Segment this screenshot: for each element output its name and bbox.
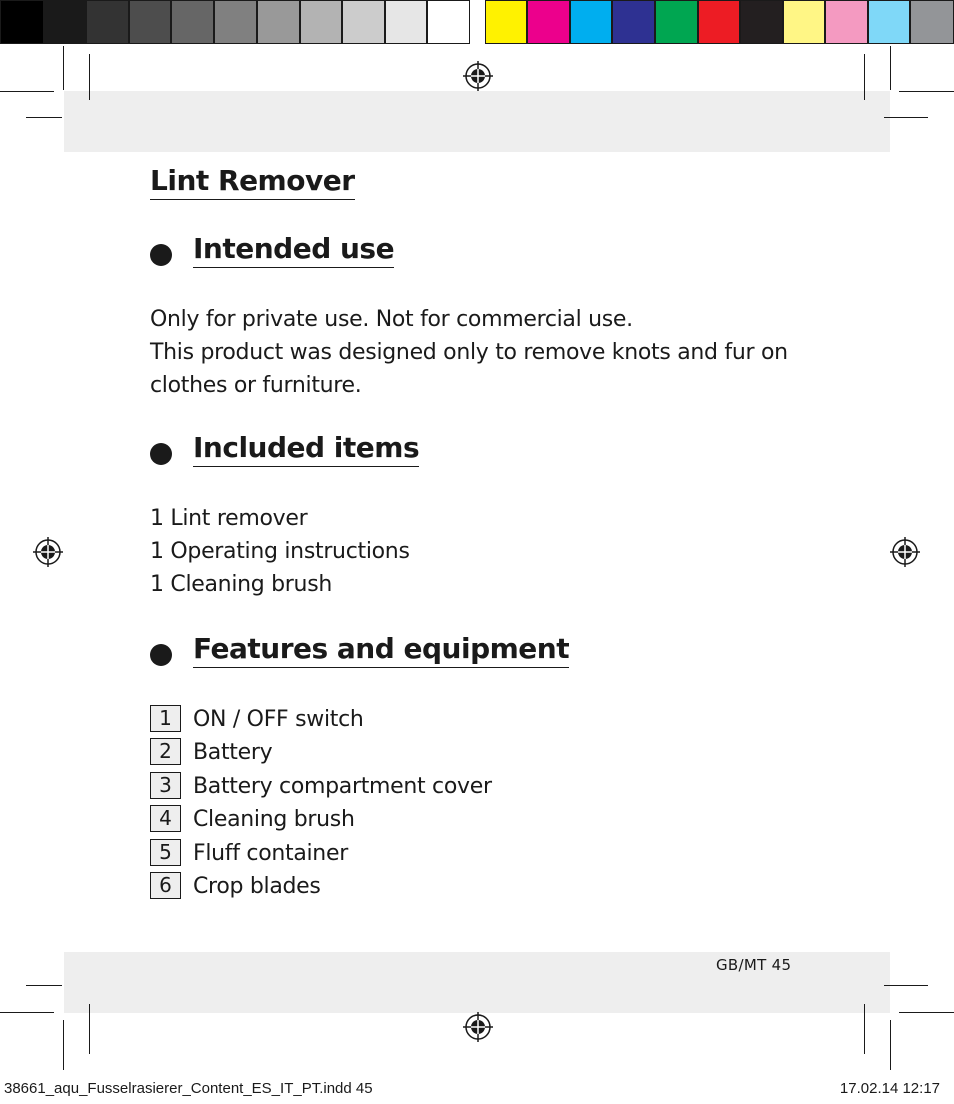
color-swatch (214, 0, 257, 44)
item-number: 3 (150, 772, 181, 799)
color-swatch (485, 0, 527, 44)
color-swatch (129, 0, 171, 44)
list-item: 1 Lint remover (150, 506, 308, 531)
color-swatch (698, 0, 740, 44)
color-swatch (570, 0, 612, 44)
color-swatch (0, 0, 44, 44)
color-swatch (740, 0, 783, 44)
color-swatch (825, 0, 868, 44)
color-swatch (868, 0, 910, 44)
item-number: 1 (150, 705, 181, 732)
text-line: Only for private use. Not for commercial use. (150, 307, 633, 332)
bullet-icon (150, 244, 172, 266)
color-swatch (655, 0, 698, 44)
color-swatch (86, 0, 129, 44)
section-heading: Intended use (193, 232, 394, 268)
item-label: Battery compartment cover (193, 773, 492, 799)
list-item: 1 Cleaning brush (150, 572, 332, 597)
page-title: Lint Remover (150, 164, 355, 200)
registration-mark-icon (463, 61, 493, 91)
registration-mark-icon (33, 537, 63, 567)
intended-use-text (150, 303, 788, 402)
slug-datetime: 17.02.14 12:17 (839, 1080, 940, 1097)
registration-mark-icon (890, 537, 920, 567)
item-number: 2 (150, 738, 181, 765)
color-swatch (300, 0, 342, 44)
color-swatch (612, 0, 655, 44)
color-swatch (44, 0, 86, 44)
item-label: Crop blades (193, 873, 321, 899)
text-line: clothes or furniture. (150, 373, 362, 398)
color-swatch (385, 0, 427, 44)
color-swatch (171, 0, 214, 44)
color-swatch (910, 0, 954, 44)
item-number: 6 (150, 872, 181, 899)
text-line: This product was designed only to remove knots and fur on (150, 340, 788, 365)
section-heading: Included items (193, 431, 419, 467)
registration-mark-icon (463, 1012, 493, 1042)
slug-filename: 38661_aqu_Fusselrasierer_Content_ES_IT_PT.indd 45 (4, 1080, 373, 1097)
included-items-list (150, 502, 410, 601)
color-swatch (470, 0, 485, 44)
page-number: GB/MT 45 (716, 956, 792, 974)
item-label: Battery (193, 740, 273, 766)
item-number: 4 (150, 805, 181, 832)
item-number: 5 (150, 839, 181, 866)
bullet-icon (150, 443, 172, 465)
color-swatch (427, 0, 470, 44)
item-label: Cleaning brush (193, 807, 355, 833)
header-band (64, 91, 890, 152)
color-swatch (342, 0, 385, 44)
item-label: ON / OFF switch (193, 707, 364, 732)
section-heading: Features and equipment (193, 632, 569, 668)
list-item: 1 Operating instructions (150, 539, 410, 564)
color-swatch (783, 0, 825, 44)
color-swatch (257, 0, 300, 44)
bullet-icon (150, 644, 172, 666)
color-calibration-bar (0, 0, 954, 46)
color-swatch (527, 0, 570, 44)
item-label: Fluff container (193, 840, 348, 866)
